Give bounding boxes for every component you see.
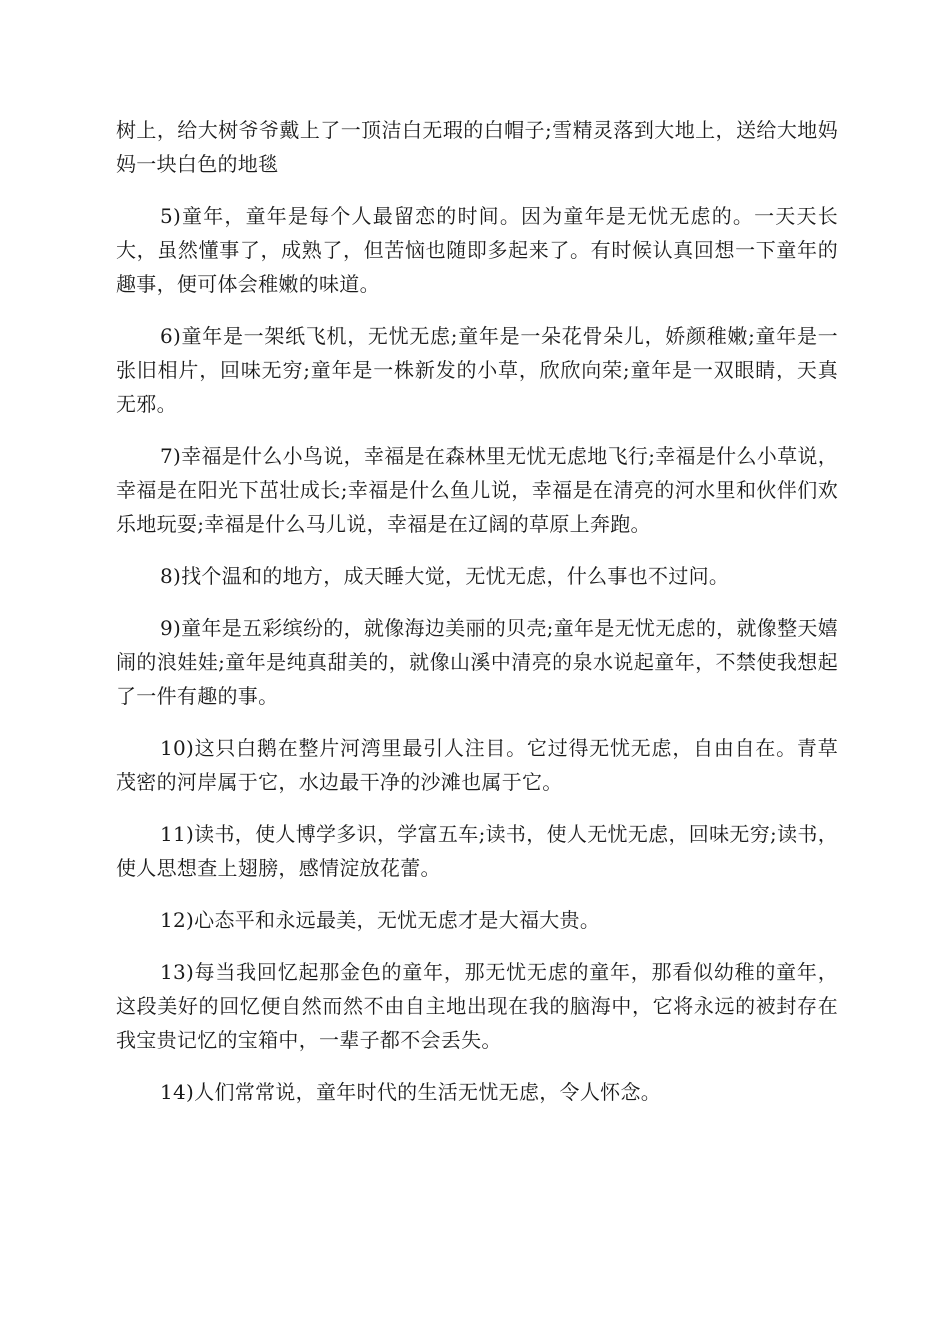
paragraph-12: 12)心态平和永远最美，无忧无虑才是大福大贵。 bbox=[160, 908, 601, 932]
paragraph-13: 13)每当我回忆起那金色的童年，那无忧无虑的童年，那看似幼稚的童年，这段美好的回忆便自然而然不由自主地出现在我的脑海中，它将永远的被封存在我宝贵记忆的宝箱中，一辈子都不会丢失。 bbox=[116, 960, 838, 1052]
paragraph-6: 6)童年是一架纸飞机，无忧无虑;童年是一朵花骨朵儿，娇颜稚嫩;童年是一张旧相片，回味无穷;童年是一株新发的小草，欣欣向荣;童年是一双眼睛，天真无邪。 bbox=[116, 324, 838, 416]
document-body bbox=[116, 113, 838, 1127]
paragraph-continuation: 树上，给大树爷爷戴上了一顶洁白无瑕的白帽子;雪精灵落到大地上，送给大地妈妈一块白色的地毯 bbox=[116, 118, 838, 176]
paragraph-9: 9)童年是五彩缤纷的，就像海边美丽的贝壳;童年是无忧无虑的，就像整天嬉闹的浪娃娃;童年是纯真甜美的，就像山溪中清亮的泉水说起童年，不禁使我想起了一件有趣的事。 bbox=[116, 616, 838, 708]
paragraph-7: 7)幸福是什么小鸟说，幸福是在森林里无忧无虑地飞行;幸福是什么小草说，幸福是在阳光下茁壮成长;幸福是什么鱼儿说，幸福是在清亮的河水里和伙伴们欢乐地玩耍;幸福是什么马儿说，幸福是在辽阔的草原上奔跑。 bbox=[116, 444, 838, 536]
paragraph-8: 8)找个温和的地方，成天睡大觉，无忧无虑，什么事也不过问。 bbox=[160, 564, 730, 588]
paragraph-11: 11)读书，使人博学多识，学富五车;读书，使人无忧无虑，回味无穷;读书，使人思想查上翅膀，感情淀放花蕾。 bbox=[116, 822, 838, 880]
paragraph-5: 5)童年，童年是每个人最留恋的时间。因为童年是无忧无虑的。一天天长大，虽然懂事了，成熟了，但苦恼也随即多起来了。有时候认真回想一下童年的趣事，便可体会稚嫩的味道。 bbox=[116, 204, 838, 296]
paragraph-14: 14)人们常常说，童年时代的生活无忧无虑，令人怀念。 bbox=[160, 1080, 662, 1104]
paragraph-10: 10)这只白鹅在整片河湾里最引人注目。它过得无忧无虑，自由自在。青草茂密的河岸属于它，水边最干净的沙滩也属于它。 bbox=[116, 736, 838, 794]
